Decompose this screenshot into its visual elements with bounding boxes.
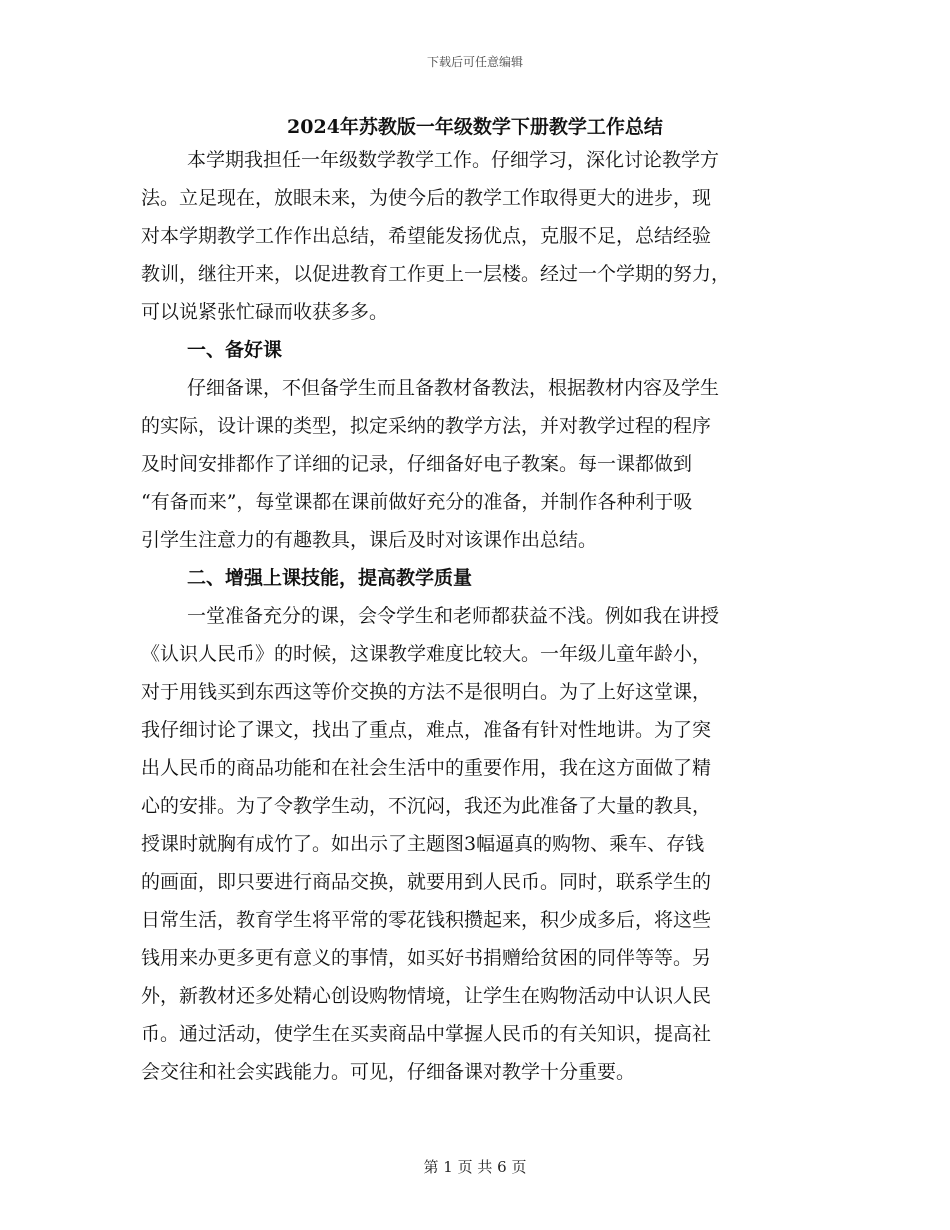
paragraph-line: 我仔细讨论了课文，找出了重点，难点，准备有针对性地讲。为了突 bbox=[141, 719, 712, 741]
paragraph-line: 法。立足现在，放眼未来，为使今后的教学工作取得更大的进步，现 bbox=[141, 187, 712, 209]
page-footer: 第 1 页 共 6 页 bbox=[423, 1158, 527, 1176]
paragraph-line: 出人民币的商品功能和在社会生活中的重要作用，我在这方面做了精 bbox=[141, 757, 712, 779]
paragraph-line: 一堂准备充分的课，会令学生和老师都获益不浅。例如我在讲授 bbox=[187, 605, 720, 627]
document-title: 2024年苏教版一年级数学下册教学工作总结 bbox=[287, 116, 663, 138]
section-heading: 一、备好课 bbox=[187, 339, 283, 361]
paragraph-line: 《认识人民币》的时候，这课教学难度比较大。一年级儿童年龄小， bbox=[141, 643, 712, 665]
section-heading: 二、增强上课技能，提高教学质量 bbox=[187, 567, 473, 589]
paragraph-line: 的画面，即只要进行商品交换，就要用到人民币。同时，联系学生的 bbox=[141, 871, 712, 893]
paragraph-line: 本学期我担任一年级数学教学工作。仔细学习，深化讨论教学方 bbox=[187, 149, 720, 171]
paragraph-line: 及时间安排都作了详细的记录，仔细备好电子教案。每一课都做到 bbox=[141, 453, 693, 475]
paragraph-line: 日常生活，教育学生将平常的零花钱积攒起来，积少成多后，将这些 bbox=[141, 909, 712, 931]
paragraph-line: 可以说紧张忙碌而收获多多。 bbox=[141, 301, 389, 323]
paragraph-line: 外，新教材还多处精心创设购物情境，让学生在购物活动中认识人民 bbox=[141, 985, 712, 1007]
paragraph-line: 钱用来办更多更有意义的事情，如买好书捐赠给贫困的同伴等等。另 bbox=[141, 947, 712, 969]
paragraph-line: 心的安排。为了令教学生动，不沉闷，我还为此准备了大量的教具， bbox=[141, 795, 712, 817]
paragraph-line: “有备而来”，每堂课都在课前做好充分的准备，并制作各种利于吸 bbox=[141, 491, 693, 513]
paragraph-line: 授课时就胸有成竹了。如出示了主题图3幅逼真的购物、乘车、存钱 bbox=[141, 833, 705, 855]
paragraph-line: 币。通过活动，使学生在买卖商品中掌握人民币的有关知识，提高社 bbox=[141, 1023, 712, 1045]
page-header: 下载后可任意编辑 bbox=[426, 55, 523, 69]
paragraph-line: 会交往和社会实践能力。可见，仔细备课对教学十分重要。 bbox=[141, 1061, 636, 1083]
paragraph-line: 的实际，设计课的类型，拟定采纳的教学方法，并对教学过程的程序 bbox=[141, 415, 712, 437]
paragraph-line: 仔细备课，不但备学生而且备教材备教法，根据教材内容及学生 bbox=[187, 377, 720, 399]
paragraph-line: 教训，继往开来，以促进教育工作更上一层楼。经过一个学期的努力， bbox=[141, 263, 731, 285]
paragraph-line: 引学生注意力的有趣教具，课后及时对该课作出总结。 bbox=[141, 529, 598, 551]
paragraph-line: 对于用钱买到东西这等价交换的方法不是很明白。为了上好这堂课， bbox=[141, 681, 712, 703]
paragraph-line: 对本学期教学工作作出总结，希望能发扬优点，克服不足，总结经验 bbox=[141, 225, 712, 247]
